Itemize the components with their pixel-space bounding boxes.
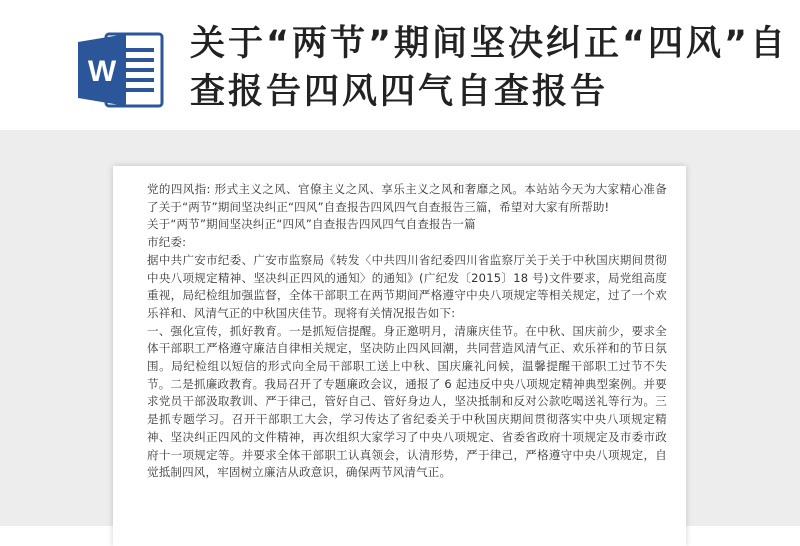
- body-paragraph: 一、强化宣传，抓好教育。一是抓短信提醒。身正邀明月，清廉庆佳节。在中秋、国庆前少，要求全体干部职工严格遵守廉洁自律相关规定，坚决防止四风回潮，共同营造风清气正、欢乐祥和的节日氛围。局纪检组以短信的形式向全局干部职工送上中秋、国庆廉礼问候，温馨提醒干部职工过节不失节。二是抓廉政教育。我局召开了专题廉政会议，通报了 6 起违反中央八项规定精神典型案例。并要求党员干部汲取教训、严于律己，管好自己、管好身边人，坚决抵制和反对公款吃喝送礼等行为。三是抓专题学习。召开干部职工大会，学习传达了省纪委关于中秋国庆期间贯彻落实中央八项规定精神、坚决纠正四风的文件精神，再次组织大家学习了中央八项规定、省委省政府十项规定及市委市政府十一项规定等。并要求全体干部职工认真领会，认清形势，严于律己，严格遵守中央八项规定，自觉抵制四风，牢固树立廉洁从政意识，确保两节风清气正。: [147, 323, 667, 480]
- salutation: 市纪委:: [147, 235, 187, 250]
- word-icon-letter: W: [87, 55, 117, 88]
- word-document-icon: [76, 32, 166, 108]
- document-title: 关于“两节”期间坚决纠正“四风”自查报告四风四气自查报告: [190, 24, 789, 112]
- section-heading: 关于“两节”期间坚决纠正“四风”自查报告四风四气自查报告一篇: [147, 217, 476, 232]
- header-banner: [0, 0, 800, 130]
- document-body: [147, 181, 667, 482]
- body-paragraph: 据中共广安市纪委、广安市监察局《转发〈中共四川省纪委四川省监察厅关于关于中秋国庆期间贯彻中央八项规定精神、坚决纠正四风的通知〉的通知》(广纪发〔2015〕18 号)文件要求，局党组高度重视，局纪检组加强监督，全体干部职工在两节期间严格遵守中央八项规定等相关规定，过了一个欢乐祥和、风清气正的中秋国庆佳节。现将有关情况报告如下:: [147, 252, 667, 320]
- intro-paragraph: 党的四风指: 形式主义之风、官僚主义之风、享乐主义之风和奢靡之风。本站站今天为大家精心准备了关于“两节”期间坚决纠正“四风”自查报告四风四气自查报告三篇，希望对大家有所帮助!: [147, 182, 667, 214]
